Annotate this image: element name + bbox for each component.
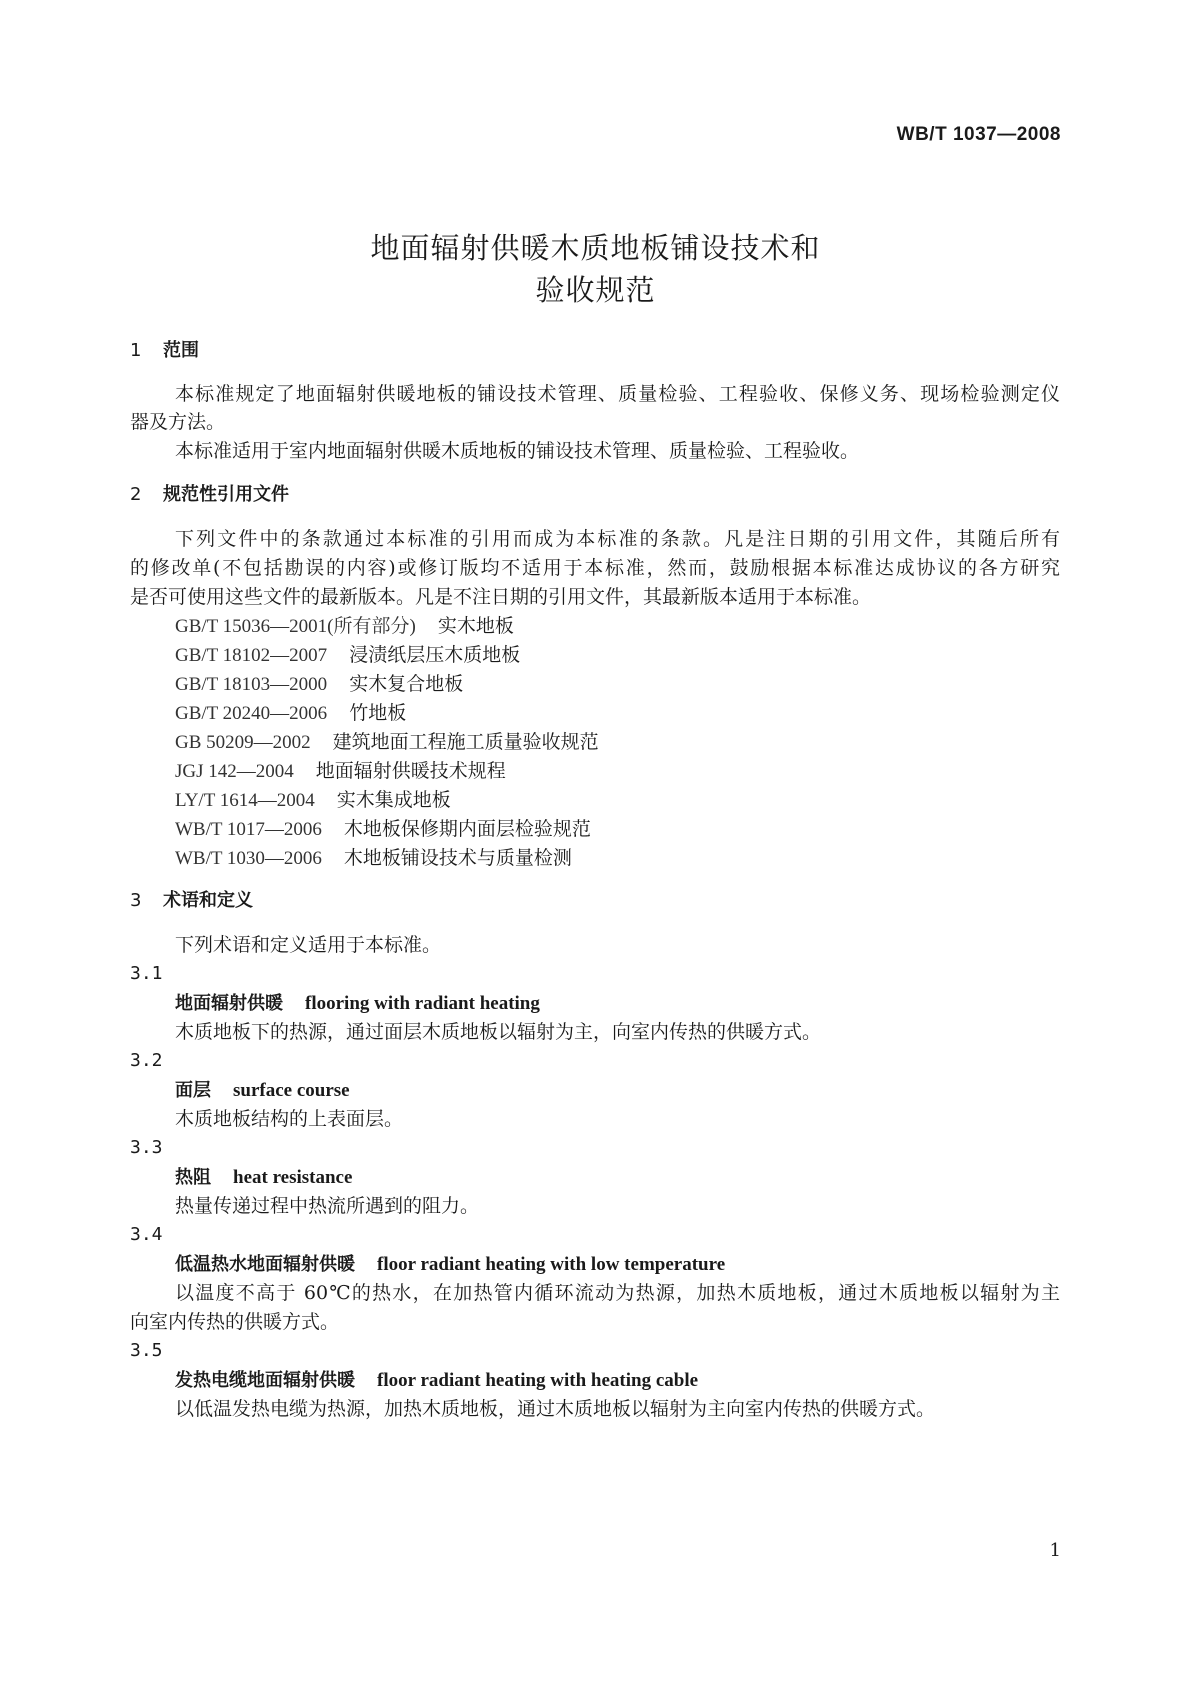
section-number: 3: [130, 890, 142, 911]
term-heading: 热阻 heat resistance: [175, 1167, 353, 1188]
term-heading: 低温热水地面辐射供暖 floor radiant heating with low temperature: [175, 1254, 726, 1275]
section-2-heading: [130, 481, 289, 509]
reference-item: GB/T 15036—2001(所有部分) 实木地板: [175, 615, 514, 637]
reference-item: GB 50209—2002 建筑地面工程施工质量验收规范: [175, 731, 599, 753]
paragraph-line: 本标准规定了地面辐射供暖地板的铺设技术管理、质量检验、工程验收、保修义务、现场检验测定仪: [175, 383, 1060, 405]
reference-item: LY/T 1614—2004 实木集成地板: [175, 789, 451, 811]
term-heading: 地面辐射供暖 flooring with radiant heating: [175, 993, 540, 1014]
paragraph-line: 本标准适用于室内地面辐射供暖木质地板的铺设技术管理、质量检验、工程验收。: [175, 440, 860, 462]
clause-number: 3.3: [130, 1137, 163, 1158]
clause-number: 3.1: [130, 963, 163, 984]
section-number: 2: [130, 484, 142, 505]
paragraph-line: 的修改单(不包括勘误的内容)或修订版均不适用于本标准，然而，鼓励根据本标准达成协议的各方研究: [130, 557, 1060, 579]
reference-item: WB/T 1030—2006 木地板铺设技术与质量检测: [175, 847, 572, 869]
term-heading: 发热电缆地面辐射供暖 floor radiant heating with heating cable: [175, 1370, 699, 1391]
document-title-line-1: 地面辐射供暖木质地板铺设技术和: [370, 231, 821, 265]
paragraph-line: 是否可使用这些文件的最新版本。凡是不注日期的引用文件，其最新版本适用于本标准。: [130, 586, 872, 608]
term-definition: 以温度不高于 60℃的热水，在加热管内循环流动为热源，加热木质地板，通过木质地板以辐射为主: [175, 1282, 1060, 1304]
clause-number: 3.4: [130, 1224, 163, 1245]
reference-item: WB/T 1017—2006 木地板保修期内面层检验规范: [175, 818, 591, 840]
section-number: 1: [130, 340, 142, 361]
clause-number: 3.2: [130, 1050, 163, 1071]
section-title: 术语和定义: [163, 890, 253, 911]
section-3-heading: [130, 887, 253, 915]
reference-item: JGJ 142—2004 地面辐射供暖技术规程: [175, 760, 506, 782]
paragraph-line: 下列文件中的条款通过本标准的引用而成为本标准的条款。凡是注日期的引用文件，其随后所有: [175, 528, 1060, 550]
document-title-line-2: 验收规范: [535, 273, 656, 307]
term-definition: 向室内传热的供暖方式。: [130, 1311, 340, 1333]
reference-item: GB/T 18103—2000 实木复合地板: [175, 673, 464, 695]
clause-number: 3.5: [130, 1340, 163, 1361]
page-number: 1: [1049, 1540, 1061, 1561]
reference-item: GB/T 18102—2007 浸渍纸层压木质地板: [175, 644, 521, 666]
term-definition: 热量传递过程中热流所遇到的阻力。: [175, 1195, 480, 1217]
section-title: 规范性引用文件: [163, 484, 289, 505]
paragraph-line: 器及方法。: [130, 411, 226, 433]
term-heading: 面层 surface course: [175, 1080, 350, 1101]
term-definition: 木质地板下的热源，通过面层木质地板以辐射为主，向室内传热的供暖方式。: [175, 1021, 822, 1043]
reference-item: GB/T 20240—2006 竹地板: [175, 702, 407, 724]
paragraph-line: 下列术语和定义适用于本标准。: [175, 934, 442, 956]
section-title: 范围: [163, 340, 199, 361]
term-definition: 木质地板结构的上表面层。: [175, 1108, 404, 1130]
term-definition: 以低温发热电缆为热源，加热木质地板，通过木质地板以辐射为主向室内传热的供暖方式。: [175, 1398, 936, 1420]
section-1-heading: [130, 337, 199, 365]
standard-code: WB/T 1037—2008: [896, 124, 1061, 145]
